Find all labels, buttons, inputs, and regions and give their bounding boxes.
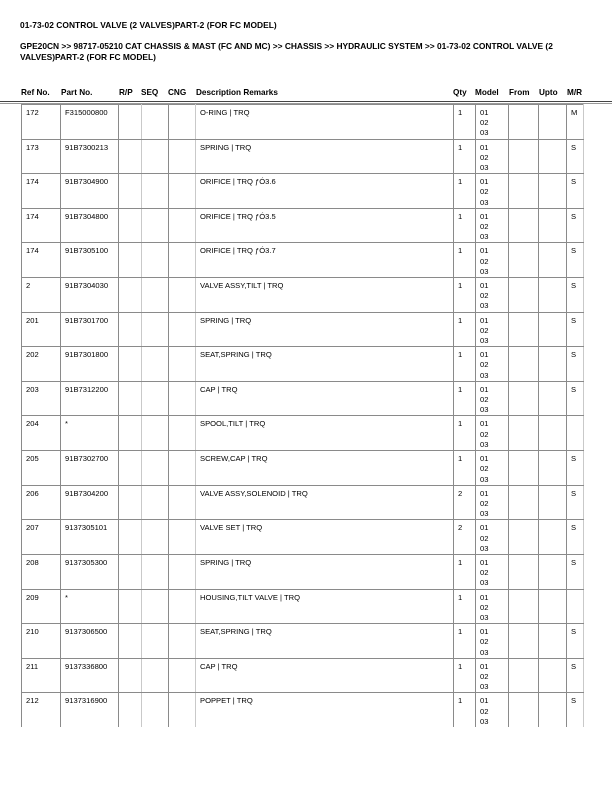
cell-ref-no: 2 xyxy=(22,278,61,313)
cell-model xyxy=(476,243,509,278)
cell-from xyxy=(509,554,539,589)
model-code: 02 xyxy=(480,498,489,508)
cell-model xyxy=(476,485,509,520)
table-row xyxy=(22,416,584,451)
cell-mr: S xyxy=(567,278,584,313)
cell-model xyxy=(476,520,509,555)
cell-ref-no: 205 xyxy=(22,451,61,486)
cell-mr xyxy=(567,589,584,624)
column-headers xyxy=(0,88,612,100)
col-header-part-no: Part No. xyxy=(61,88,93,97)
model-code: 02 xyxy=(480,637,489,647)
model-code: 01 xyxy=(480,419,489,429)
cell-qty: 1 xyxy=(454,416,476,451)
model-code: 02 xyxy=(480,706,489,716)
cell-rp xyxy=(119,347,142,382)
model-code: 01 xyxy=(480,246,489,256)
model-code: 01 xyxy=(480,557,489,567)
cell-description: ORIFICE | TRQ ƒÓ3.6 xyxy=(196,174,454,209)
model-code: 03 xyxy=(480,163,489,173)
cell-mr: S xyxy=(567,554,584,589)
col-header-ref-no: Ref No. xyxy=(21,88,50,97)
model-code: 03 xyxy=(480,509,489,519)
cell-mr: S xyxy=(567,658,584,693)
cell-upto xyxy=(539,243,567,278)
cell-from xyxy=(509,520,539,555)
col-header-description: Description Remarks xyxy=(196,88,278,97)
model-code: 01 xyxy=(480,696,489,706)
cell-ref-no: 212 xyxy=(22,693,61,727)
cell-part-no: 9137316900 xyxy=(61,693,119,727)
cell-cng xyxy=(169,520,196,555)
cell-ref-no: 204 xyxy=(22,416,61,451)
cell-description: VALVE SET | TRQ xyxy=(196,520,454,555)
cell-seq xyxy=(142,658,169,693)
cell-qty: 2 xyxy=(454,485,476,520)
cell-seq xyxy=(142,451,169,486)
cell-rp xyxy=(119,139,142,174)
cell-cng xyxy=(169,139,196,174)
table-row xyxy=(22,624,584,659)
cell-description: O-RING | TRQ xyxy=(196,105,454,140)
cell-seq xyxy=(142,174,169,209)
cell-from xyxy=(509,381,539,416)
cell-rp xyxy=(119,554,142,589)
cell-qty: 1 xyxy=(454,278,476,313)
model-code: 02 xyxy=(480,533,489,543)
cell-seq xyxy=(142,624,169,659)
model-code: 03 xyxy=(480,266,489,276)
cell-description: ORIFICE | TRQ ƒÓ3.5 xyxy=(196,208,454,243)
cell-rp xyxy=(119,381,142,416)
cell-upto xyxy=(539,658,567,693)
cell-upto xyxy=(539,174,567,209)
table-row xyxy=(22,278,584,313)
table-row xyxy=(22,347,584,382)
model-code: 02 xyxy=(480,152,489,162)
cell-ref-no: 201 xyxy=(22,312,61,347)
table-row xyxy=(22,381,584,416)
model-code: 01 xyxy=(480,281,489,291)
cell-ref-no: 211 xyxy=(22,658,61,693)
model-code: 03 xyxy=(480,682,489,692)
cell-upto xyxy=(539,347,567,382)
cell-part-no: 9137306500 xyxy=(61,624,119,659)
cell-description: POPPET | TRQ xyxy=(196,693,454,727)
cell-rp xyxy=(119,451,142,486)
cell-qty: 1 xyxy=(454,451,476,486)
model-code: 01 xyxy=(480,211,489,221)
cell-from xyxy=(509,451,539,486)
cell-upto xyxy=(539,105,567,140)
table-row xyxy=(22,312,584,347)
cell-rp xyxy=(119,278,142,313)
cell-rp xyxy=(119,416,142,451)
table-row xyxy=(22,139,584,174)
table-row xyxy=(22,658,584,693)
model-code: 02 xyxy=(480,395,489,405)
cell-description: SPRING | TRQ xyxy=(196,554,454,589)
model-code: 03 xyxy=(480,336,489,346)
cell-from xyxy=(509,174,539,209)
cell-model xyxy=(476,658,509,693)
model-code: 02 xyxy=(480,291,489,301)
model-code: 02 xyxy=(480,118,489,128)
cell-from xyxy=(509,139,539,174)
cell-part-no: 91B7302700 xyxy=(61,451,119,486)
cell-cng xyxy=(169,416,196,451)
cell-upto xyxy=(539,520,567,555)
cell-seq xyxy=(142,208,169,243)
cell-ref-no: 208 xyxy=(22,554,61,589)
cell-model xyxy=(476,139,509,174)
model-code: 02 xyxy=(480,256,489,266)
cell-part-no: 91B7301800 xyxy=(61,347,119,382)
cell-upto xyxy=(539,451,567,486)
cell-upto xyxy=(539,589,567,624)
cell-mr: S xyxy=(567,693,584,727)
model-code: 01 xyxy=(480,384,489,394)
cell-part-no: 91B7304030 xyxy=(61,278,119,313)
cell-description: VALVE ASSY,TILT | TRQ xyxy=(196,278,454,313)
model-code: 01 xyxy=(480,177,489,187)
cell-model xyxy=(476,105,509,140)
model-code: 03 xyxy=(480,612,489,622)
cell-model xyxy=(476,312,509,347)
cell-from xyxy=(509,312,539,347)
cell-cng xyxy=(169,105,196,140)
model-code: 02 xyxy=(480,602,489,612)
cell-model xyxy=(476,416,509,451)
cell-cng xyxy=(169,312,196,347)
table-row xyxy=(22,693,584,727)
cell-cng xyxy=(169,451,196,486)
cell-part-no: 9137305300 xyxy=(61,554,119,589)
model-code: 01 xyxy=(480,523,489,533)
model-code: 03 xyxy=(480,647,489,657)
cell-model xyxy=(476,208,509,243)
cell-upto xyxy=(539,485,567,520)
cell-part-no: 9137336800 xyxy=(61,658,119,693)
cell-mr: M xyxy=(567,105,584,140)
model-code: 01 xyxy=(480,108,489,117)
table-row xyxy=(22,554,584,589)
cell-upto xyxy=(539,381,567,416)
cell-rp xyxy=(119,624,142,659)
cell-qty: 1 xyxy=(454,243,476,278)
cell-ref-no: 209 xyxy=(22,589,61,624)
cell-rp xyxy=(119,243,142,278)
table-row xyxy=(22,174,584,209)
cell-qty: 1 xyxy=(454,589,476,624)
cell-seq xyxy=(142,520,169,555)
cell-seq xyxy=(142,589,169,624)
cell-qty: 1 xyxy=(454,105,476,140)
model-code: 03 xyxy=(480,370,489,380)
cell-from xyxy=(509,105,539,140)
cell-from xyxy=(509,208,539,243)
cell-upto xyxy=(539,693,567,727)
model-code: 02 xyxy=(480,325,489,335)
cell-cng xyxy=(169,658,196,693)
cell-ref-no: 172 xyxy=(22,105,61,140)
table-row xyxy=(22,589,584,624)
cell-part-no: F315000800 xyxy=(61,105,119,140)
col-header-model: Model xyxy=(475,88,499,97)
model-code: 03 xyxy=(480,197,489,207)
model-code: 01 xyxy=(480,454,489,464)
cell-upto xyxy=(539,416,567,451)
breadcrumb: GPE20CN >> 98717-05210 CAT CHASSIS & MAST (FC AND MC) >> CHASSIS >> HYDRAULIC SYSTEM >> 01-73-02 CONTROL VALVE (2 VALVES)PART-2 (FOR FC MODEL) xyxy=(20,41,553,62)
cell-ref-no: 207 xyxy=(22,520,61,555)
cell-seq xyxy=(142,347,169,382)
cell-from xyxy=(509,624,539,659)
model-code: 03 xyxy=(480,439,489,449)
cell-part-no: * xyxy=(61,589,119,624)
cell-cng xyxy=(169,208,196,243)
cell-ref-no: 174 xyxy=(22,243,61,278)
cell-model xyxy=(476,554,509,589)
cell-rp xyxy=(119,312,142,347)
cell-mr: S xyxy=(567,381,584,416)
cell-from xyxy=(509,589,539,624)
model-code: 03 xyxy=(480,128,489,138)
cell-rp xyxy=(119,589,142,624)
cell-qty: 1 xyxy=(454,312,476,347)
cell-rp xyxy=(119,693,142,727)
cell-model xyxy=(476,451,509,486)
model-code: 02 xyxy=(480,568,489,578)
cell-mr: S xyxy=(567,139,584,174)
cell-part-no: 91B7304900 xyxy=(61,174,119,209)
table-row xyxy=(22,485,584,520)
model-code: 03 xyxy=(480,578,489,588)
cell-mr xyxy=(567,416,584,451)
cell-seq xyxy=(142,381,169,416)
cell-qty: 1 xyxy=(454,381,476,416)
model-code: 02 xyxy=(480,429,489,439)
model-code: 03 xyxy=(480,301,489,311)
col-header-upto: Upto xyxy=(539,88,558,97)
cell-ref-no: 174 xyxy=(22,208,61,243)
table-row xyxy=(22,451,584,486)
cell-description: CAP | TRQ xyxy=(196,658,454,693)
cell-ref-no: 206 xyxy=(22,485,61,520)
model-code: 02 xyxy=(480,222,489,232)
cell-mr: S xyxy=(567,520,584,555)
col-header-qty: Qty xyxy=(453,88,467,97)
model-code: 03 xyxy=(480,716,489,726)
cell-cng xyxy=(169,624,196,659)
cell-upto xyxy=(539,624,567,659)
cell-from xyxy=(509,693,539,727)
cell-seq xyxy=(142,139,169,174)
cell-description: SCREW,CAP | TRQ xyxy=(196,451,454,486)
cell-ref-no: 173 xyxy=(22,139,61,174)
cell-mr: S xyxy=(567,208,584,243)
cell-qty: 1 xyxy=(454,139,476,174)
model-code: 03 xyxy=(480,405,489,415)
cell-model xyxy=(476,347,509,382)
cell-qty: 1 xyxy=(454,554,476,589)
cell-cng xyxy=(169,485,196,520)
cell-mr: S xyxy=(567,312,584,347)
cell-mr: S xyxy=(567,347,584,382)
cell-description: SEAT,SPRING | TRQ xyxy=(196,347,454,382)
model-code: 01 xyxy=(480,350,489,360)
cell-model xyxy=(476,174,509,209)
cell-qty: 1 xyxy=(454,174,476,209)
cell-cng xyxy=(169,693,196,727)
cell-description: VALVE ASSY,SOLENOID | TRQ xyxy=(196,485,454,520)
model-code: 03 xyxy=(480,543,489,553)
cell-seq xyxy=(142,693,169,727)
model-code: 01 xyxy=(480,315,489,325)
cell-upto xyxy=(539,139,567,174)
cell-part-no: 9137305101 xyxy=(61,520,119,555)
cell-cng xyxy=(169,243,196,278)
cell-mr: S xyxy=(567,485,584,520)
cell-model xyxy=(476,278,509,313)
cell-seq xyxy=(142,105,169,140)
model-code: 03 xyxy=(480,232,489,242)
model-code: 03 xyxy=(480,474,489,484)
cell-upto xyxy=(539,278,567,313)
cell-rp xyxy=(119,520,142,555)
cell-cng xyxy=(169,554,196,589)
cell-cng xyxy=(169,347,196,382)
cell-qty: 1 xyxy=(454,208,476,243)
cell-ref-no: 174 xyxy=(22,174,61,209)
model-code: 02 xyxy=(480,187,489,197)
model-code: 01 xyxy=(480,592,489,602)
page-title: 01-73-02 CONTROL VALVE (2 VALVES)PART-2 (FOR FC MODEL) xyxy=(20,20,277,30)
cell-part-no: 91B7305100 xyxy=(61,243,119,278)
model-code: 01 xyxy=(480,627,489,637)
cell-description: SPOOL,TILT | TRQ xyxy=(196,416,454,451)
parts-table xyxy=(21,104,584,727)
cell-qty: 2 xyxy=(454,520,476,555)
cell-seq xyxy=(142,278,169,313)
cell-rp xyxy=(119,105,142,140)
table-row xyxy=(22,208,584,243)
cell-rp xyxy=(119,208,142,243)
cell-part-no: * xyxy=(61,416,119,451)
cell-ref-no: 210 xyxy=(22,624,61,659)
model-code: 01 xyxy=(480,661,489,671)
model-code: 02 xyxy=(480,671,489,681)
cell-description: SEAT,SPRING | TRQ xyxy=(196,624,454,659)
cell-seq xyxy=(142,243,169,278)
cell-from xyxy=(509,243,539,278)
cell-description: CAP | TRQ xyxy=(196,381,454,416)
model-code: 02 xyxy=(480,464,489,474)
cell-upto xyxy=(539,312,567,347)
cell-ref-no: 202 xyxy=(22,347,61,382)
cell-description: SPRING | TRQ xyxy=(196,139,454,174)
col-header-seq: SEQ xyxy=(141,88,159,97)
cell-mr: S xyxy=(567,624,584,659)
cell-model xyxy=(476,693,509,727)
cell-upto xyxy=(539,208,567,243)
table-row xyxy=(22,105,584,140)
cell-from xyxy=(509,278,539,313)
cell-part-no: 91B7304200 xyxy=(61,485,119,520)
col-header-from: From xyxy=(509,88,530,97)
cell-cng xyxy=(169,381,196,416)
cell-from xyxy=(509,658,539,693)
cell-qty: 1 xyxy=(454,624,476,659)
cell-seq xyxy=(142,554,169,589)
cell-part-no: 91B7300213 xyxy=(61,139,119,174)
cell-rp xyxy=(119,658,142,693)
cell-upto xyxy=(539,554,567,589)
cell-description: ORIFICE | TRQ ƒÓ3.7 xyxy=(196,243,454,278)
cell-mr: S xyxy=(567,243,584,278)
cell-seq xyxy=(142,416,169,451)
model-code: 02 xyxy=(480,360,489,370)
cell-cng xyxy=(169,589,196,624)
table-row xyxy=(22,243,584,278)
col-header-rp: R/P xyxy=(119,88,133,97)
cell-from xyxy=(509,347,539,382)
col-header-cng: CNG xyxy=(168,88,187,97)
cell-cng xyxy=(169,278,196,313)
cell-mr: S xyxy=(567,451,584,486)
cell-model xyxy=(476,624,509,659)
cell-mr: S xyxy=(567,174,584,209)
cell-qty: 1 xyxy=(454,658,476,693)
cell-rp xyxy=(119,174,142,209)
cell-part-no: 91B7304800 xyxy=(61,208,119,243)
cell-part-no: 91B7301700 xyxy=(61,312,119,347)
col-header-mr: M/R xyxy=(567,88,583,97)
cell-from xyxy=(509,485,539,520)
cell-ref-no: 203 xyxy=(22,381,61,416)
cell-qty: 1 xyxy=(454,347,476,382)
cell-description: HOUSING,TILT VALVE | TRQ xyxy=(196,589,454,624)
model-code: 01 xyxy=(480,142,489,152)
cell-seq xyxy=(142,312,169,347)
cell-rp xyxy=(119,485,142,520)
cell-seq xyxy=(142,485,169,520)
model-code: 01 xyxy=(480,488,489,498)
cell-description: SPRING | TRQ xyxy=(196,312,454,347)
cell-cng xyxy=(169,174,196,209)
cell-qty: 1 xyxy=(454,693,476,727)
table-row xyxy=(22,520,584,555)
cell-part-no: 91B7312200 xyxy=(61,381,119,416)
cell-model xyxy=(476,381,509,416)
cell-from xyxy=(509,416,539,451)
cell-model xyxy=(476,589,509,624)
